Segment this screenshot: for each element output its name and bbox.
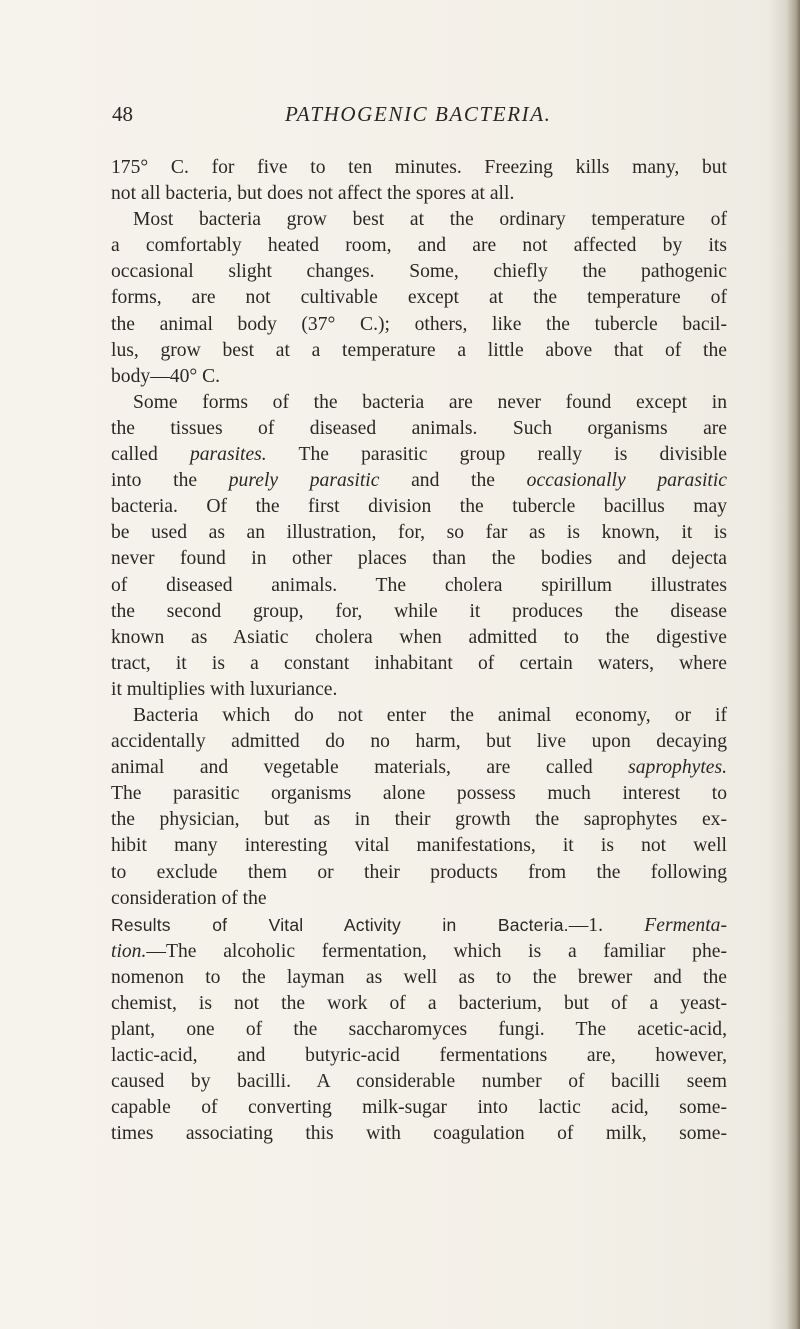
text-line	[111, 364, 727, 390]
text-segment: called	[111, 444, 190, 466]
text-segment: to exclude them or their products from the following	[111, 861, 727, 883]
text-segment: capable of converting milk-sugar into lactic acid, some-	[111, 1097, 727, 1119]
text-line	[111, 494, 727, 520]
text-segment: of diseased animals. The cholera spirillum illustrates	[111, 574, 727, 596]
text-segment: consideration of the	[111, 887, 267, 909]
text-line	[111, 546, 727, 572]
text-segment: the physician, but as in their growth the saprophytes ex-	[111, 809, 727, 831]
text-line	[111, 442, 727, 468]
text-line	[111, 155, 727, 181]
text-line	[111, 833, 727, 859]
text-segment: times associating this with coagulation of milk, some-	[111, 1123, 727, 1145]
text-segment: not all bacteria, but does not affect the spores at all.	[111, 183, 515, 205]
text-segment: The parasitic organisms alone possess much interest to	[111, 783, 727, 805]
text-segment: nomenon to the layman as well as to the brewer and the	[111, 966, 727, 988]
text-segment: Bacteria which do not enter the animal economy, or if	[133, 704, 727, 726]
text-segment: be used as an illustration, for, so far as is known, it is	[111, 522, 727, 544]
text-segment: never found in other places than the bodies and dejecta	[111, 548, 727, 570]
text-line	[111, 390, 727, 416]
text-segment: lus, grow best at a temperature a little above that of the	[111, 339, 727, 361]
text-segment: the animal body (37° C.); others, like the tubercle bacil-	[111, 313, 727, 335]
text-segment: Most bacteria grow best at the ordinary temperature of	[133, 209, 727, 231]
page-number: 48	[112, 102, 133, 126]
text-line	[111, 207, 727, 233]
text-line	[111, 181, 727, 207]
text-segment: Some forms of the bacteria are never found except in	[133, 391, 727, 413]
text-segment: plant, one of the saccharomyces fungi. The acetic-acid,	[111, 1019, 727, 1041]
text-segment: caused by bacilli. A considerable number of bacilli seem	[111, 1071, 727, 1093]
text-segment: into the	[111, 470, 229, 492]
text-segment: tract, it is a constant inhabitant of certain waters, where	[111, 652, 727, 674]
italic-term: Fermenta-	[644, 914, 727, 936]
text-line	[111, 520, 727, 546]
text-line	[111, 677, 727, 703]
text-line	[111, 625, 727, 651]
text-segment: accidentally admitted do no harm, but live upon decaying	[111, 731, 727, 753]
text-line	[111, 807, 727, 833]
page-edge-shadow	[786, 0, 800, 1329]
text-segment: body—40° C.	[111, 365, 221, 387]
text-segment: chemist, is not the work of a bacterium, but of a yeast-	[111, 993, 727, 1014]
text-line	[111, 651, 727, 677]
text-line	[111, 703, 727, 729]
text-segment: the tissues of diseased animals. Such organisms are	[111, 417, 727, 439]
text-segment: known as Asiatic cholera when admitted to the digestive	[111, 626, 727, 648]
text-segment: animal and vegetable materials, are called	[111, 757, 629, 779]
body-text	[111, 155, 727, 1148]
text-line	[111, 259, 727, 285]
italic-term: parasites.	[189, 444, 267, 466]
text-line	[111, 991, 727, 1017]
text-segment: bacteria. Of the first division the tubercle bacillus may	[111, 496, 727, 518]
text-line	[111, 860, 727, 886]
text-segment: The parasitic group really is divisible	[266, 444, 727, 466]
text-line	[111, 1043, 727, 1069]
text-segment: the second group, for, while it produces the disease	[111, 600, 727, 622]
text-segment: —1.	[568, 914, 645, 936]
text-line	[111, 965, 727, 991]
text-segment: 175° C. for five to ten minutes. Freezing kills many, but	[111, 157, 727, 178]
text-segment: and the	[379, 470, 527, 492]
section-heading: Results of Vital Activity in Bacteria.	[111, 914, 569, 935]
text-line	[111, 338, 727, 364]
text-line	[111, 468, 727, 494]
text-segment: it multiplies with luxuriance.	[111, 678, 338, 700]
text-segment: a comfortably heated room, and are not affected by its	[111, 235, 727, 257]
text-line	[111, 886, 727, 912]
running-head: PATHOGENIC BACTERIA.	[285, 102, 552, 126]
page-header	[0, 102, 800, 138]
text-line	[111, 416, 727, 442]
text-line	[111, 781, 727, 807]
text-segment: lactic-acid, and butyric-acid fermentations are, however,	[111, 1045, 727, 1067]
text-segment: forms, are not cultivable except at the temperature of	[111, 287, 727, 309]
text-line	[111, 912, 727, 939]
italic-term: saprophytes.	[628, 757, 727, 779]
text-segment: occasional slight changes. Some, chiefly the pathogenic	[111, 261, 727, 283]
text-line	[111, 939, 727, 965]
text-line	[111, 285, 727, 311]
text-line	[111, 1095, 727, 1121]
text-line	[111, 599, 727, 625]
text-line	[111, 1121, 727, 1147]
text-line	[111, 1069, 727, 1095]
text-line	[111, 573, 727, 599]
text-segment: hibit many interesting vital manifestations, it is not well	[111, 835, 727, 857]
text-line	[111, 312, 727, 338]
text-line	[111, 729, 727, 755]
text-line	[111, 755, 727, 781]
italic-term: purely parasitic	[228, 470, 380, 492]
text-segment: —The alcoholic fermentation, which is a familiar phe-	[146, 940, 727, 962]
italic-term: occasionally parasitic	[526, 470, 727, 492]
text-line	[111, 1017, 727, 1043]
text-line	[111, 233, 727, 259]
italic-term: tion.	[111, 940, 147, 962]
